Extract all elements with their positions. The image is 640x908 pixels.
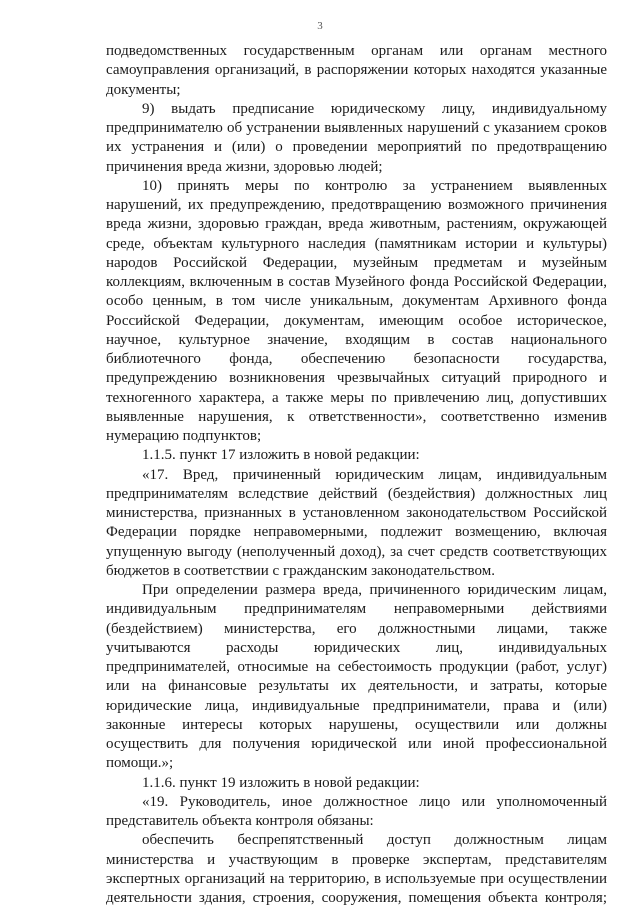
text-line: обеспечить беспрепятственный доступ должностным лицам	[142, 832, 607, 849]
text-line: особо ценным, в том числе уникальным, документам Архивного фонда	[106, 293, 607, 310]
text-line: техногенного характера, а также меры по привлечению лиц, допустивших	[106, 389, 607, 406]
text-line: деятельности здания, строения, сооружения, помещения объекта контроля;	[106, 890, 607, 906]
text-line: Российской Федерации, документам, имеющим особое историческое,	[106, 312, 607, 329]
text-line: 9) выдать предписание юридическому лицу, индивидуальному	[142, 100, 607, 117]
text-line: (бездействием) министерства, его должностными лицами, также	[106, 620, 607, 637]
text-line: выявленные нарушения, к ответственности», соответственно изменив	[106, 408, 607, 425]
text-line: законные интересы которых нарушены, осуществили или должны	[106, 716, 607, 733]
text-line: Федерации порядке неправомерными, подлежит возмещению, включая	[106, 524, 607, 541]
text-line: библиотечного фонда, обеспечению безопасности государства,	[106, 351, 607, 367]
text-line: осуществить для получения юридической или иной профессиональной	[106, 736, 607, 752]
text-line: подведомственных государственным органам или органам местного	[106, 43, 607, 59]
text-line: научное, культурное значение, входящим в состав национального	[106, 331, 607, 348]
text-line: помощи.»;	[106, 755, 174, 772]
text-line: самоуправления организаций, в распоряжении которых находятся указанные	[106, 62, 607, 79]
text-line: документы;	[106, 81, 181, 98]
text-line: министерства, признанных в установленном законодательством Российской	[106, 505, 607, 521]
text-line: 10) принять меры по контролю за устранением выявленных	[142, 177, 607, 194]
text-line: предпринимателей, относимые на себестоимость продукции (работ, услуг)	[106, 659, 607, 675]
text-line: представитель объекта контроля обязаны:	[106, 813, 374, 829]
text-line: При определении размера вреда, причиненного юридическим лицам,	[142, 582, 607, 598]
text-line: юридические лица, индивидуальные предприниматели, права и (или)	[106, 697, 607, 714]
text-line: предпринимателям вследствие действий (бездействия) должностных лиц	[106, 485, 607, 502]
text-line: индивидуальным предпринимателям неправомерными действиями	[106, 601, 607, 618]
text-line: экспертных организаций на территорию, в используемые при осуществлении	[106, 870, 607, 887]
text-line: причинения вреда жизни, здоровью людей;	[106, 158, 383, 175]
text-line: 1.1.6. пункт 19 изложить в новой редакции:	[142, 774, 420, 791]
text-line: 1.1.5. пункт 17 изложить в новой редакции:	[142, 447, 420, 464]
text-line: упущенную выгоду (неполученный доход), за счет средств соответствующих	[106, 543, 607, 560]
page-number: 3	[317, 20, 323, 32]
text-line: бюджетов в соответствии с гражданским законодательством.	[106, 562, 495, 579]
text-line: народов Российской Федерации, музейным предметам и музейным	[106, 254, 607, 271]
text-line: «19. Руководитель, иное должностное лицо или уполномоченный	[142, 793, 607, 810]
text-line: предпринимателю об устранении выявленных нарушений с указанием сроков	[106, 120, 607, 136]
text-line: коллекциям, включенным в состав Музейного фонда Российской Федерации,	[106, 274, 607, 290]
text-line: учитываются расходы юридических лиц, индивидуальных	[106, 639, 607, 656]
text-line: вреда жизни, здоровью граждан, вреда животным, растениям, окружающей	[106, 216, 607, 233]
text-line: нумерацию подпунктов;	[106, 428, 262, 444]
text-line: или на финансовые результаты их деятельности, и затраты, которые	[106, 678, 607, 695]
text-line: предупреждению возникновения чрезвычайных ситуаций природного и	[106, 370, 607, 387]
document-body	[106, 42, 607, 908]
text-line: их устранения и (или) о проведении мероприятий по предотвращению	[106, 139, 607, 156]
text-line: «17. Вред, причиненный юридическим лицам, индивидуальным	[142, 466, 607, 483]
text-line: нарушений, их предупреждению, предотвращению возможного причинения	[106, 197, 607, 213]
text-line: министерства и участвующим в проверке экспертам, представителям	[106, 851, 607, 868]
text-line: среде, объектам культурного наследия (памятникам истории и культуры)	[106, 235, 607, 252]
